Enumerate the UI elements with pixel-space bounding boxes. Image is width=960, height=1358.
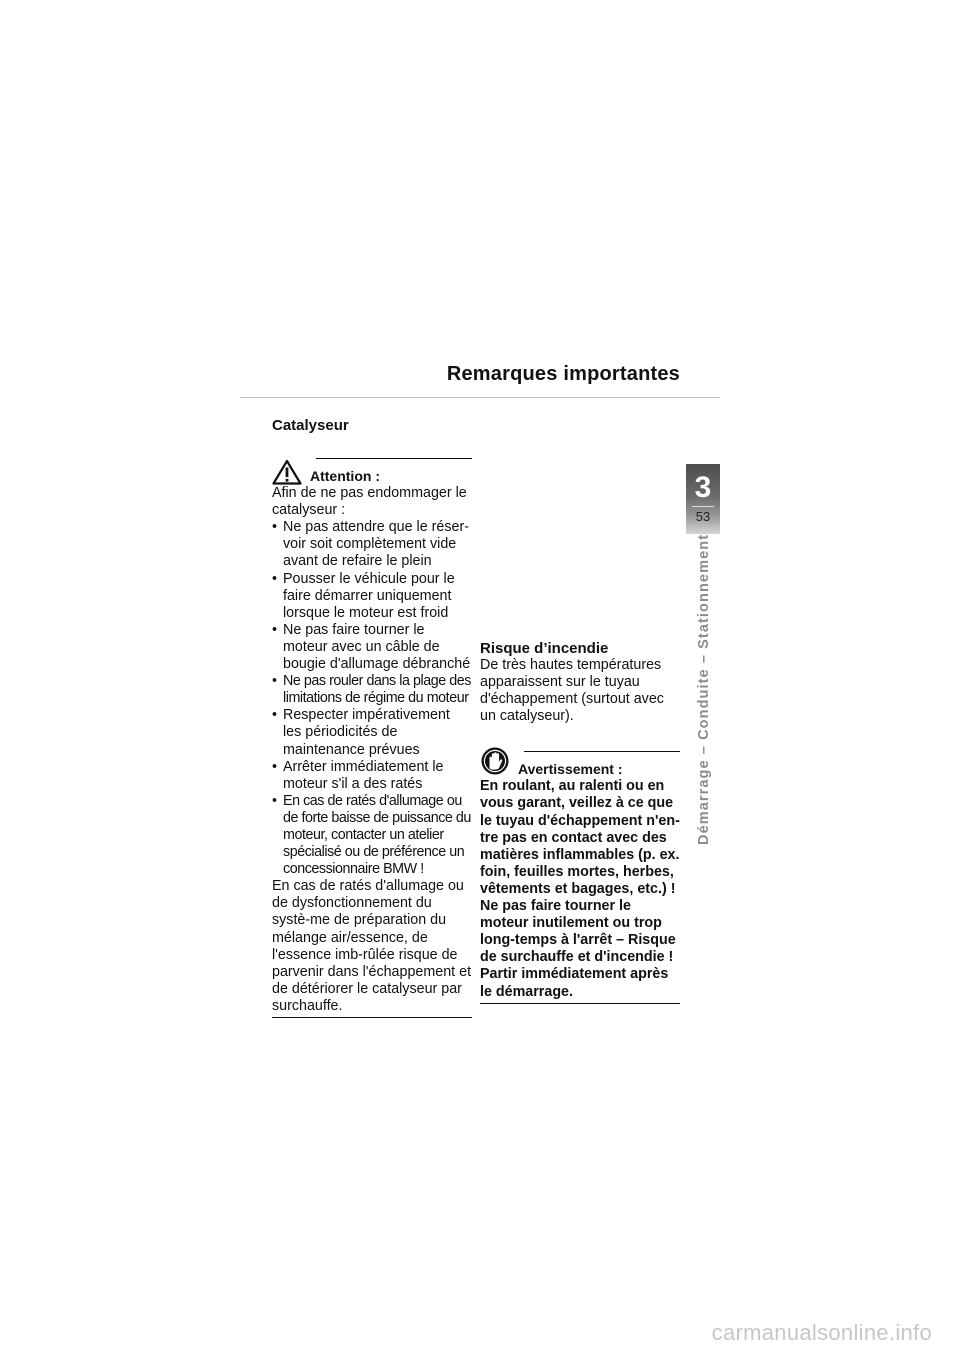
list-item: • Respecter impérativement les périodicités de maintenance prévues <box>272 707 472 758</box>
catalyst-heading: Catalyseur <box>272 417 349 434</box>
stop-hand-icon <box>480 752 510 778</box>
chapter-tab <box>686 464 720 534</box>
list-item: • Ne pas attendre que le réser-voir soit complètement vide avant de refaire le plein <box>272 519 472 570</box>
catalyst-bullet-list <box>272 519 472 878</box>
chapter-divider <box>692 506 714 507</box>
warning-triangle-icon <box>272 459 302 485</box>
section-end-divider <box>272 1017 472 1018</box>
fire-text: De très hautes températures apparaissent sur le tuyau d'échappement (surtout avec un catalyseur). <box>480 657 664 725</box>
list-item: • Ne pas rouler dans la plage des limitations de régime du moteur <box>272 673 472 707</box>
warning-label: Avertissement : <box>518 761 623 778</box>
fire-warning-text: En roulant, au ralenti ou en vous garant, veillez à ce que le tuyau d'échappement n'en-tre pas en contact avec des matières inflammables (p. ex. foin, feuilles mortes, herbes, vêtements et bagages, etc.) ! Ne pas faire tourner le moteur inutilement ou trop long-temps à l'arrêt – Risque de surchauffe et d'incendie ! Partir immédiatement après le démarrage. <box>480 778 680 1000</box>
chapter-number: 3 <box>694 471 712 504</box>
catalyst-column <box>272 417 472 1018</box>
list-item: • Arrêter immédiatement le moteur s'il a des ratés <box>272 759 472 793</box>
catalyst-intro: Afin de ne pas endommager le catalyseur : <box>272 485 467 519</box>
page-title: Remarques importantes <box>446 363 680 385</box>
list-item: • Pousser le véhicule pour le faire démarrer uniquement lorsque le moteur est froid <box>272 571 472 622</box>
fire-column <box>480 641 680 1004</box>
fire-heading: Risque d’incendie <box>480 640 609 657</box>
section-end-divider <box>480 1003 680 1004</box>
title-divider <box>240 397 720 398</box>
list-item: • Ne pas faire tourner le moteur avec un câble de bougie d'allumage débranché <box>272 622 472 673</box>
page-number: 53 <box>695 509 711 524</box>
catalyst-closing: En cas de ratés d'allumage ou de dysfonctionnement du systè-me de préparation du mélange air/essence, de l'essence imb-rûlée risque de parvenir dans l'échappement et de détériorer le catalyseur par surchauffe. <box>272 878 472 1014</box>
list-item: • En cas de ratés d'allumage ou de forte baisse de puissance du moteur, contacter un atelier spécialisé ou de préférence un concessionnaire BMW ! <box>272 793 472 878</box>
chapter-caption: Démarrage – Conduite – Stationnement <box>696 533 712 845</box>
warning-note-header <box>480 752 680 778</box>
attention-note-header <box>272 459 472 485</box>
watermark: carmanualsonline.info <box>711 1320 932 1345</box>
attention-label: Attention : <box>310 468 380 485</box>
